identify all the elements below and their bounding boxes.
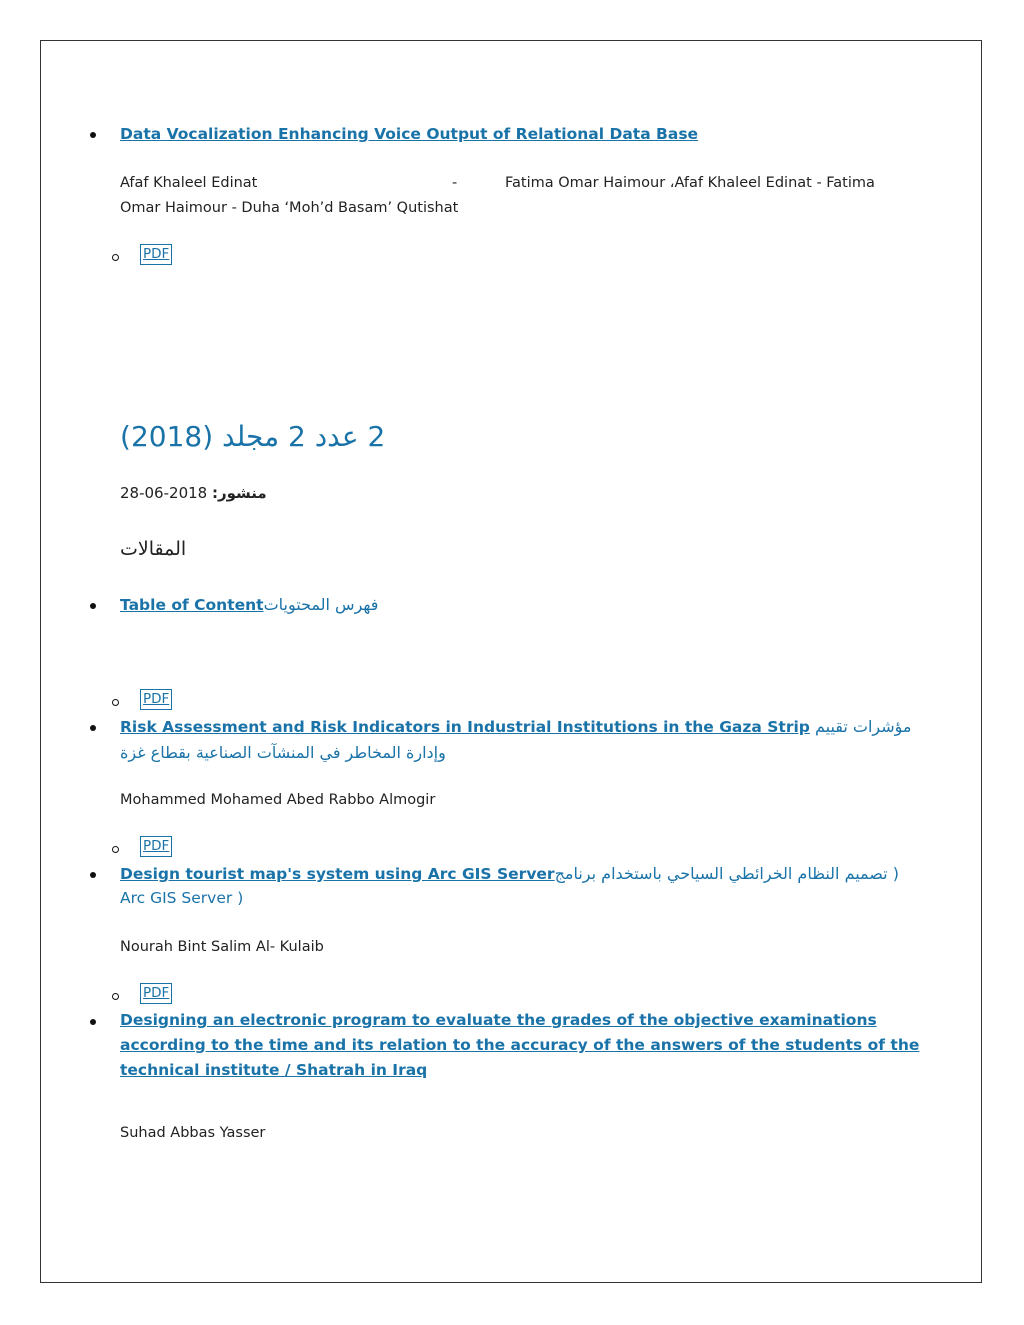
article-title-ar-line2: وإدارة المخاطر في المنشآت الصناعية بقطاع غزة [120, 743, 446, 762]
issue-heading: 2 عدد 2 مجلد (2018) [120, 420, 386, 453]
article-title-link[interactable]: Design tourist map's system using Arc GIS Server [120, 865, 555, 883]
article-author: Nourah Bint Salim Al- Kulaib [120, 939, 324, 955]
page-frame [40, 40, 982, 1283]
article-title-row [120, 714, 912, 740]
list-bullet [90, 603, 96, 609]
pdf-button[interactable]: PDF [140, 689, 172, 710]
sublist-bullet [112, 699, 119, 706]
article-title-link[interactable]: Table of Content [120, 596, 264, 614]
pdf-button[interactable]: PDF [140, 244, 172, 265]
article-title-ar-line2: Arc GIS Server ) [120, 889, 244, 907]
list-bullet [90, 725, 96, 731]
article-title-link[interactable]: Risk Assessment and Risk Indicators in Industrial Institutions in the Gaza Strip [120, 718, 810, 736]
sublist-bullet [112, 846, 119, 853]
sublist-bullet [112, 254, 119, 261]
article-authors-cont: Fatima Omar Haimour ،Afaf Khaleel Edinat - Fatima [505, 175, 875, 191]
section-title: المقالات [120, 538, 187, 560]
published-date: 2018-06-28 [120, 484, 208, 502]
list-bullet [90, 1019, 96, 1025]
article-authors-line2: Omar Haimour - Duha ‘Moh’d Basam’ Qutishat [120, 200, 459, 216]
article-author: Suhad Abbas Yasser [120, 1125, 266, 1141]
published-label: منشور: [212, 484, 267, 502]
article-title-link[interactable]: Designing an electronic program to evaluate the grades of the objective examinations [120, 1011, 877, 1029]
article-title-row [120, 592, 378, 618]
sublist-bullet [112, 993, 119, 1000]
authors-separator: - [452, 175, 458, 191]
article-author: Mohammed Mohamed Abed Rabbo Almogir [120, 792, 436, 808]
article-title-link[interactable]: Data Vocalization Enhancing Voice Output of Relational Data Base [120, 125, 699, 143]
article-title-row [120, 861, 899, 887]
article-title-ar: مؤشرات تقييم [814, 717, 912, 736]
list-bullet [90, 872, 96, 878]
article-title-link-line3[interactable]: technical institute / Shatrah in Iraq [120, 1061, 428, 1079]
article-title-link-line2[interactable]: according to the time and its relation to the accuracy of the answers of the students of the [120, 1036, 920, 1054]
published-row [120, 484, 267, 502]
article-title-ar: فهرس المحتويات [263, 595, 379, 614]
pdf-button[interactable]: PDF [140, 836, 172, 857]
article-title-ar: تصميم النظام الخرائطي السياحي باستخدام برنامج ) [554, 864, 899, 883]
pdf-button[interactable]: PDF [140, 983, 172, 1004]
article-authors: Afaf Khaleel Edinat [120, 175, 258, 191]
list-bullet [90, 132, 96, 138]
